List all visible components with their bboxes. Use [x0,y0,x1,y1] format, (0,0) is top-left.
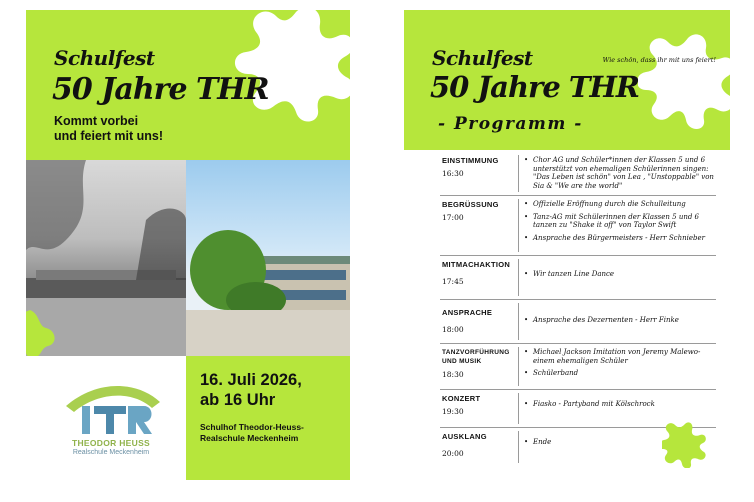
school-logo [56,384,166,470]
program-item: • Offizielle Eröffnung durch die Schulleitung [524,200,716,209]
date-box [186,356,350,480]
school-photo-current [186,160,350,356]
program-section-name: BEGRÜSSUNG [442,200,499,209]
program-section-name: TANZVORFÜHRUNG UND MUSIK [442,349,510,365]
school-photo [26,160,350,356]
splash-decoration-icon [662,422,708,468]
event-venue [200,422,338,444]
program-row [440,152,716,196]
program-item: • Wir tanzen Line Dance [524,270,716,279]
program-item: • Ende [524,438,716,447]
program-item: • Michael Jackson Imitation von Jeremy Malewo- einem ehemaligen Schüler [524,348,716,365]
school-logo-icon [56,384,166,438]
program-item: • Tanz-AG mit Schülerinnen der Klassen 5 und 6 tanzen zu "Shake it off" von Taylor Swift [524,213,716,230]
program-section-time: 16:30 [442,169,464,178]
program-section-time: 18:30 [442,370,464,379]
program-title-line2: 50 Jahre THR [430,70,639,104]
splash-decoration-icon [26,310,60,356]
program-section-name: KONZERT [442,394,481,403]
flyer-subtitle [54,114,254,144]
program-section-name: ANSPRACHE [442,308,493,317]
subtitle-line: Kommt vorbei [54,114,139,128]
event-date: 16. Juli 2026, [200,371,302,389]
program-item: • Fiasko - Partyband mit Kölschrock [524,400,716,409]
program-row [440,344,716,390]
program-row [440,300,716,344]
event-time: ab 16 Uhr [200,391,276,409]
venue-line: Realschule Meckenheim [200,433,299,443]
program-list [440,152,716,466]
subtitle-line: und feiert mit uns! [54,129,164,143]
flyer-title-line2: 50 Jahre THR [52,72,269,107]
program-title-line1: Schulfest [432,46,533,70]
program-heading: - Programm - [438,114,583,134]
program-section-name: AUSKLANG [442,432,487,441]
program-section-time: 18:00 [442,325,464,334]
logo-school-subtitle: Realschule Meckenheim [72,449,150,456]
program-flyer [404,10,730,480]
program-row [440,256,716,300]
flyer-header [26,10,350,160]
program-item: • Schülerband [524,369,716,378]
flyer-footer [26,356,350,480]
program-section-time: 17:45 [442,277,464,286]
flyer-title-line1: Schulfest [54,46,155,70]
splash-decoration-icon [638,32,730,132]
program-header [404,10,730,150]
program-item: • Ansprache des Bürgermeisters - Herr Schnieber [524,234,716,243]
event-flyer [26,10,350,480]
program-tagline: Wie schön, dass ihr mit uns feiert! [602,56,716,64]
program-section-name: EINSTIMMUNG [442,156,499,165]
program-section-time: 20:00 [442,449,464,458]
program-item: • Ansprache des Dezernenten - Herr Finke [524,316,716,325]
program-row [440,196,716,256]
program-section-time: 17:00 [442,213,464,222]
program-section-time: 19:30 [442,407,464,416]
venue-line: Schulhof Theodor-Heuss- [200,422,304,432]
logo-school-name: THEODOR HEUSS [71,438,151,448]
program-item: • Chor AG und Schüler*innen der Klassen 5 und 6 unterstützt von ehemaligen Schülerinnen singen: "Das Leben ist schön" von Lea , "Unstoppable" von Sia & "We are the world" [524,156,716,190]
program-section-name: MITMACHAKTION [442,260,511,269]
